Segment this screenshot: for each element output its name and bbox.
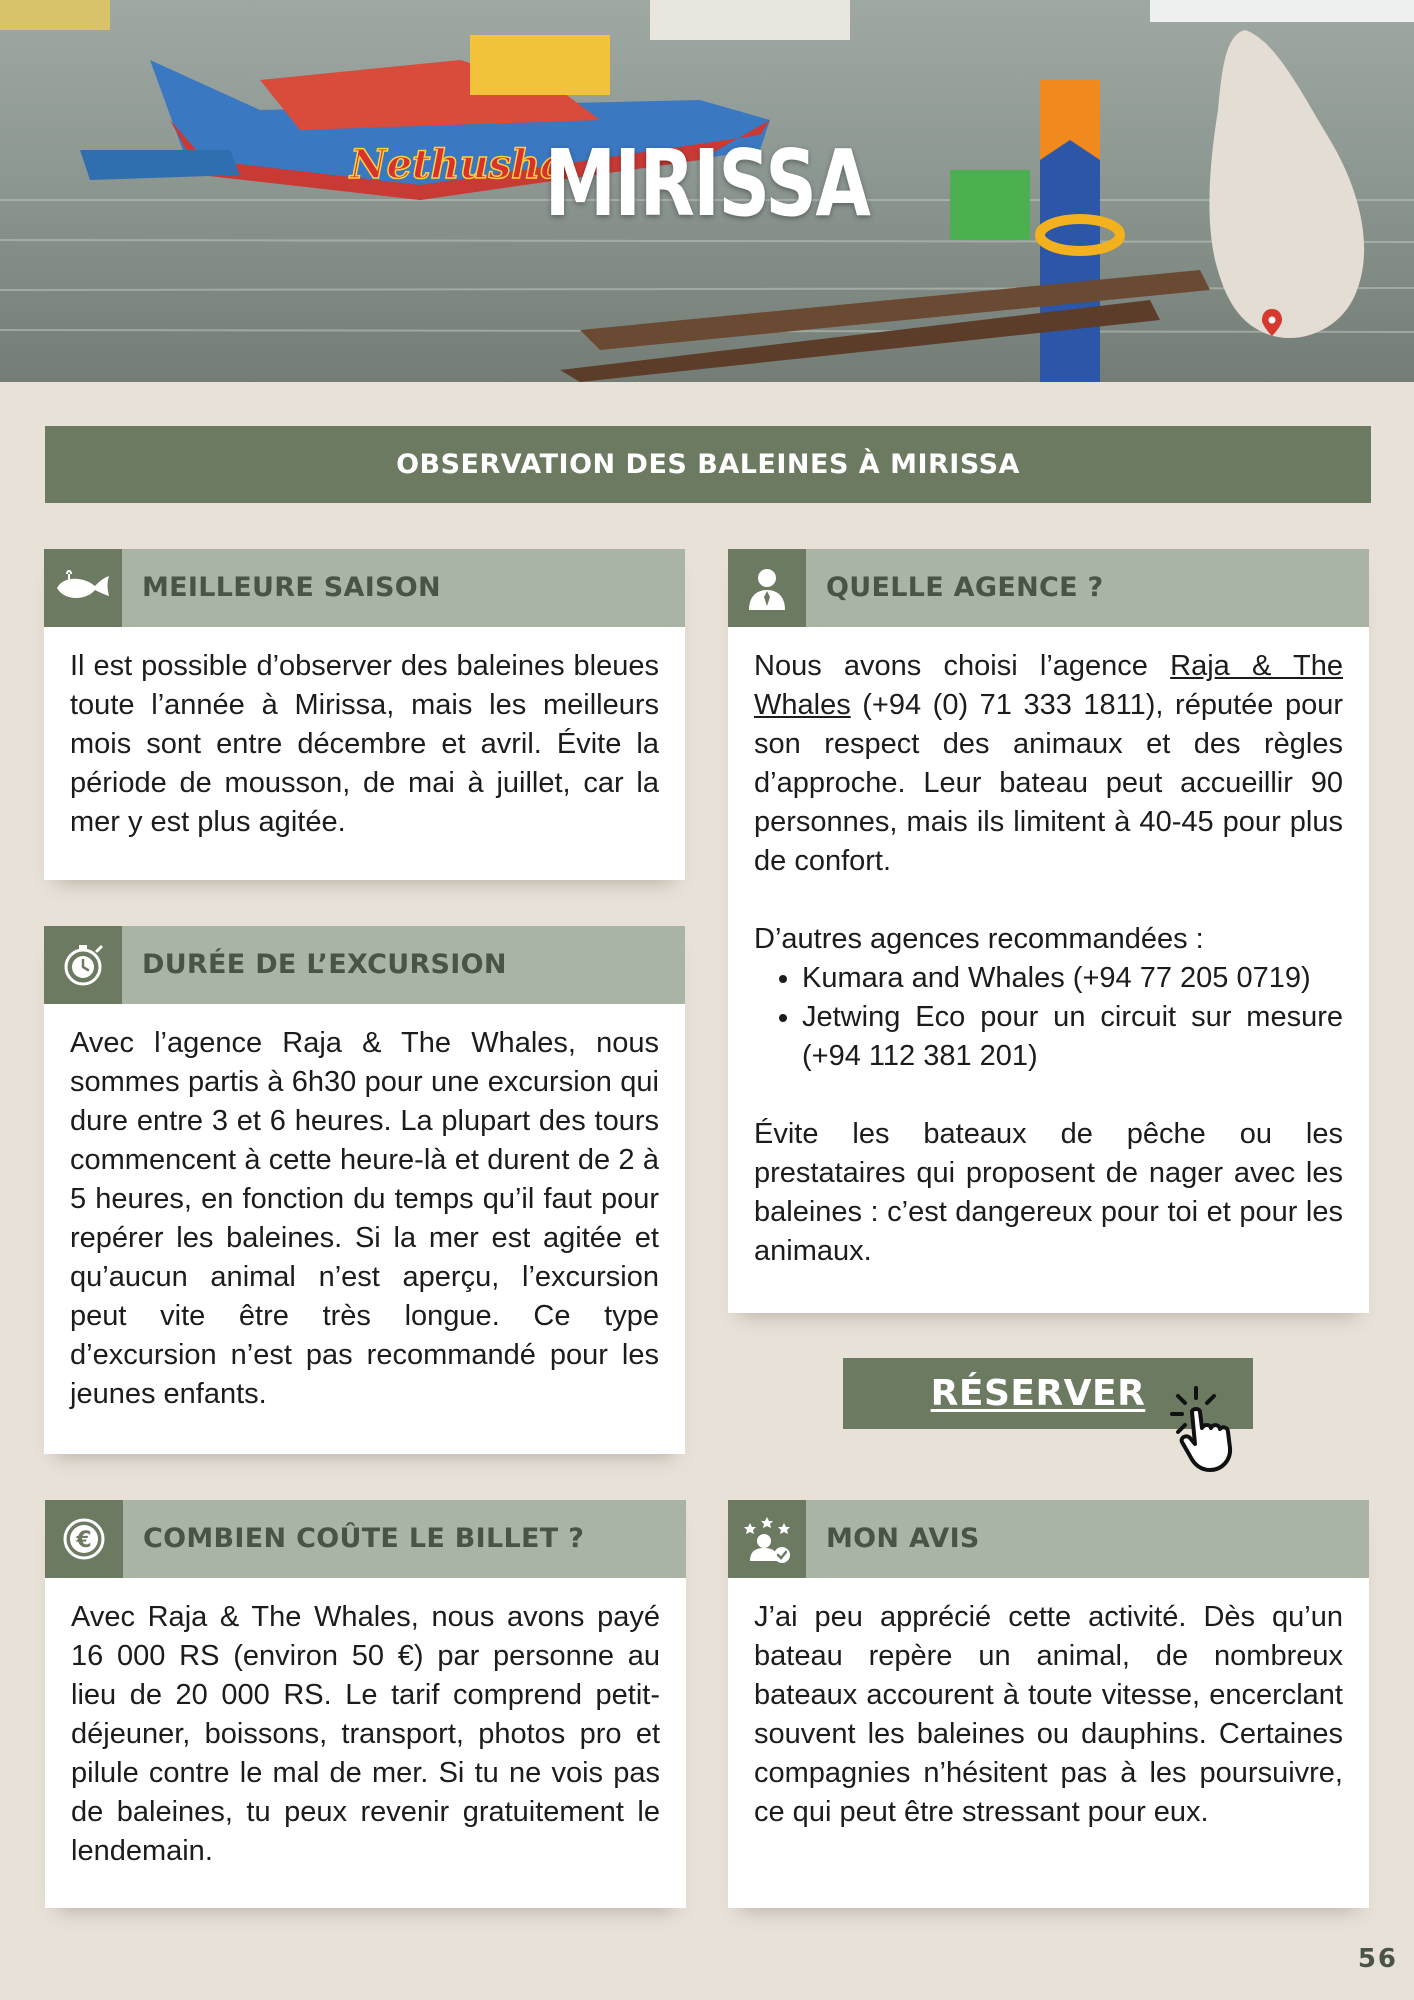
background-boat xyxy=(1150,0,1414,22)
card-text: Il est possible d’observer des baleines bleues toute l’année à Mirissa, mais les meilleurs mois sont entre décembre et avril. Évite la période de mousson, de mai à juillet, car la mer y est plus agitée. xyxy=(70,650,659,838)
other-agencies-label: D’autres agences recommandées : xyxy=(754,923,1204,955)
card-header xyxy=(728,1500,1369,1578)
background-boat xyxy=(0,0,110,30)
card-title: MON AVIS xyxy=(826,1523,980,1554)
euro-icon xyxy=(45,1500,123,1578)
duration-card xyxy=(44,926,685,1454)
other-agencies-list xyxy=(754,959,1343,1076)
user-rating-icon xyxy=(728,1500,806,1578)
agency-warning: Évite les bateaux de pêche ou les prestataires qui proposent de nager avec les baleines : c’est dangereux pour toi et pour les animaux. xyxy=(754,1118,1343,1267)
card-title: COMBIEN COÛTE LE BILLET ? xyxy=(143,1523,585,1554)
page-number: 56 xyxy=(1357,1944,1398,1974)
list-item: • Jetwing Eco pour un circuit sur mesure (+94 112 381 201) xyxy=(802,998,1343,1076)
season-card xyxy=(44,549,685,880)
card-text: Avec l’agence Raja & The Whales, nous sommes partis à 6h30 pour une excursion qui dure entre 3 et 6 heures. La plupart des tours commencent à cette heure-là et durent de 2 à 5 heures, en fonction du temps qu’il faut pour repérer les baleines. Si la mer est agitée et qu’aucun animal n’est aperçu, l’excursion peut vite être très longue. Ce type d’excursion n’est pas recommandé pour les jeunes enfants. xyxy=(70,1027,659,1410)
card-header xyxy=(44,926,685,1004)
card-text: Avec Raja & The Whales, nous avons payé 16 000 RS (environ 50 €) par personne au lieu de 20 000 RS. Le tarif comprend petit-déjeuner, boissons, transport, photos pro et pilule contre le mal de mer. Si tu ne vois pas de baleines, tu peux revenir gratuitement le lendemain. xyxy=(71,1601,660,1867)
boat-name: Nethusha xyxy=(350,141,567,188)
list-item: • Kumara and Whales (+94 77 205 0719) xyxy=(802,959,1343,998)
card-text xyxy=(754,647,1343,1271)
card-title: MEILLEURE SAISON xyxy=(142,572,441,603)
card-text: J’ai peu apprécié cette activité. Dès qu’un bateau repère un animal, de nombreux bateaux accourent à toute vitesse, encerclant souvent les baleines ou dauphins. Certaines compagnies n’hésitent pas à les poursuivre, ce qui peut être stressant pour eux. xyxy=(754,1601,1343,1828)
card-header xyxy=(45,1500,686,1578)
whale-icon xyxy=(44,549,122,627)
opinion-card xyxy=(728,1500,1369,1908)
background-boat xyxy=(650,0,850,40)
agency-intro: Nous avons choisi l’agence Raja & The Whales (+94 (0) 71 333 1811), réputée pour son respect des animaux et des règles d’approche. Leur bateau peut accueillir 90 personnes, mais ils limitent à 40-45 pour plus de confort. xyxy=(754,650,1344,877)
card-header xyxy=(728,549,1369,627)
hero-photo xyxy=(0,0,1414,382)
section-banner: OBSERVATION DES BALEINES À MIRISSA xyxy=(45,426,1371,503)
svg-text:€: € xyxy=(76,1528,92,1553)
businessman-icon xyxy=(728,549,806,627)
card-title: QUELLE AGENCE ? xyxy=(826,572,1104,603)
click-hand-icon xyxy=(1170,1384,1260,1474)
agency-link[interactable]: Raja & The Whales xyxy=(754,650,1344,721)
page-title: MIRISSA xyxy=(544,130,870,237)
price-card xyxy=(45,1500,686,1908)
reserve-button-label: RÉSERVER xyxy=(930,1373,1146,1414)
card-header xyxy=(44,549,685,627)
card-title: DURÉE DE L’EXCURSION xyxy=(142,949,507,980)
agency-card xyxy=(728,549,1369,1313)
stopwatch-icon xyxy=(44,926,122,1004)
